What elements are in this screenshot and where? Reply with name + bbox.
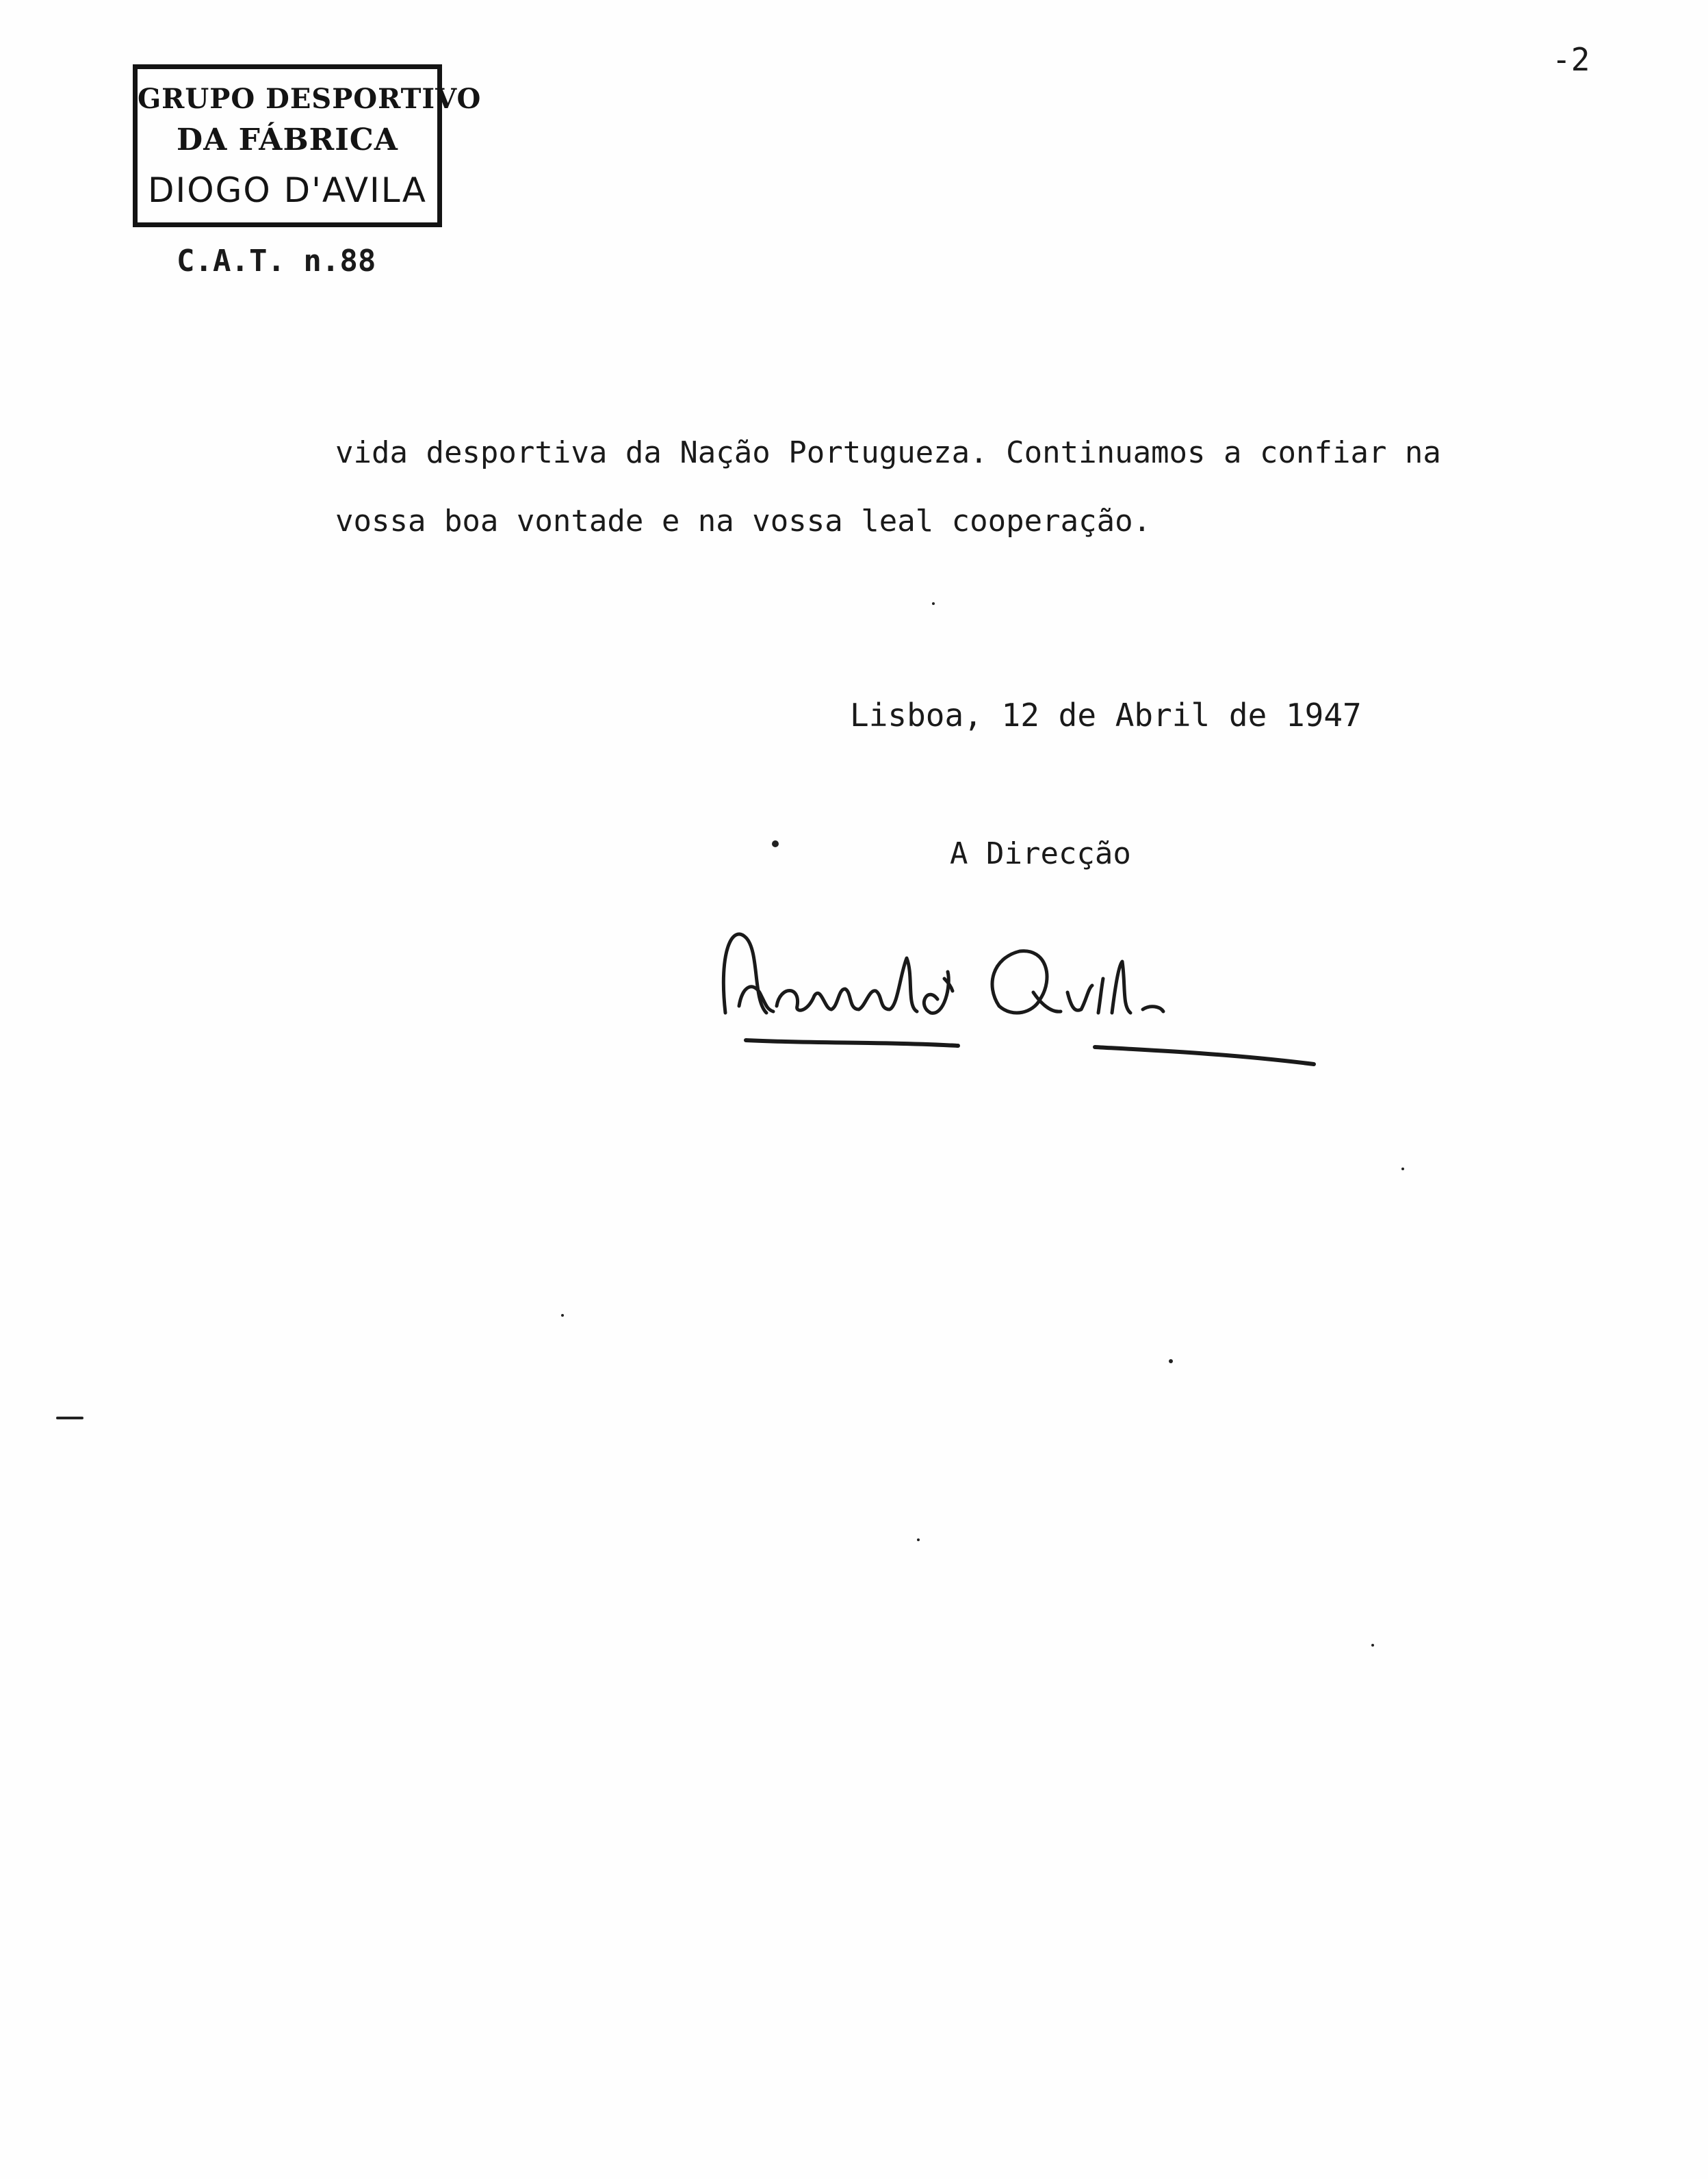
stamp-line-2: DA FÁBRICA — [177, 123, 398, 157]
stamp-line-1: GRUPO DESPORTIVO — [138, 83, 482, 115]
scan-mark — [56, 1417, 83, 1419]
letter-body — [335, 419, 1441, 556]
scan-speck — [932, 602, 935, 605]
page-number: -2 — [1552, 41, 1590, 78]
scan-speck — [1401, 1168, 1404, 1170]
reference-number: C.A.T. n.88 — [177, 244, 376, 279]
scan-speck — [772, 840, 779, 847]
scan-speck — [1169, 1359, 1173, 1363]
stamp-line-3: DIOGO D'AVILA — [147, 170, 427, 210]
scan-speck — [561, 1314, 564, 1317]
signatory-label: A Direcção — [950, 836, 1131, 871]
handwritten-signature — [712, 910, 1369, 1116]
scan-speck — [1371, 1644, 1374, 1647]
scan-speck — [917, 1538, 920, 1541]
body-line-1: vida desportiva da Nação Portugueza. Continuamos a confiar na — [335, 435, 1441, 470]
body-line-2: vossa boa vontade e na vossa leal cooperação. — [335, 504, 1152, 539]
date-line: Lisboa, 12 de Abril de 1947 — [850, 697, 1362, 734]
club-stamp — [133, 64, 482, 227]
